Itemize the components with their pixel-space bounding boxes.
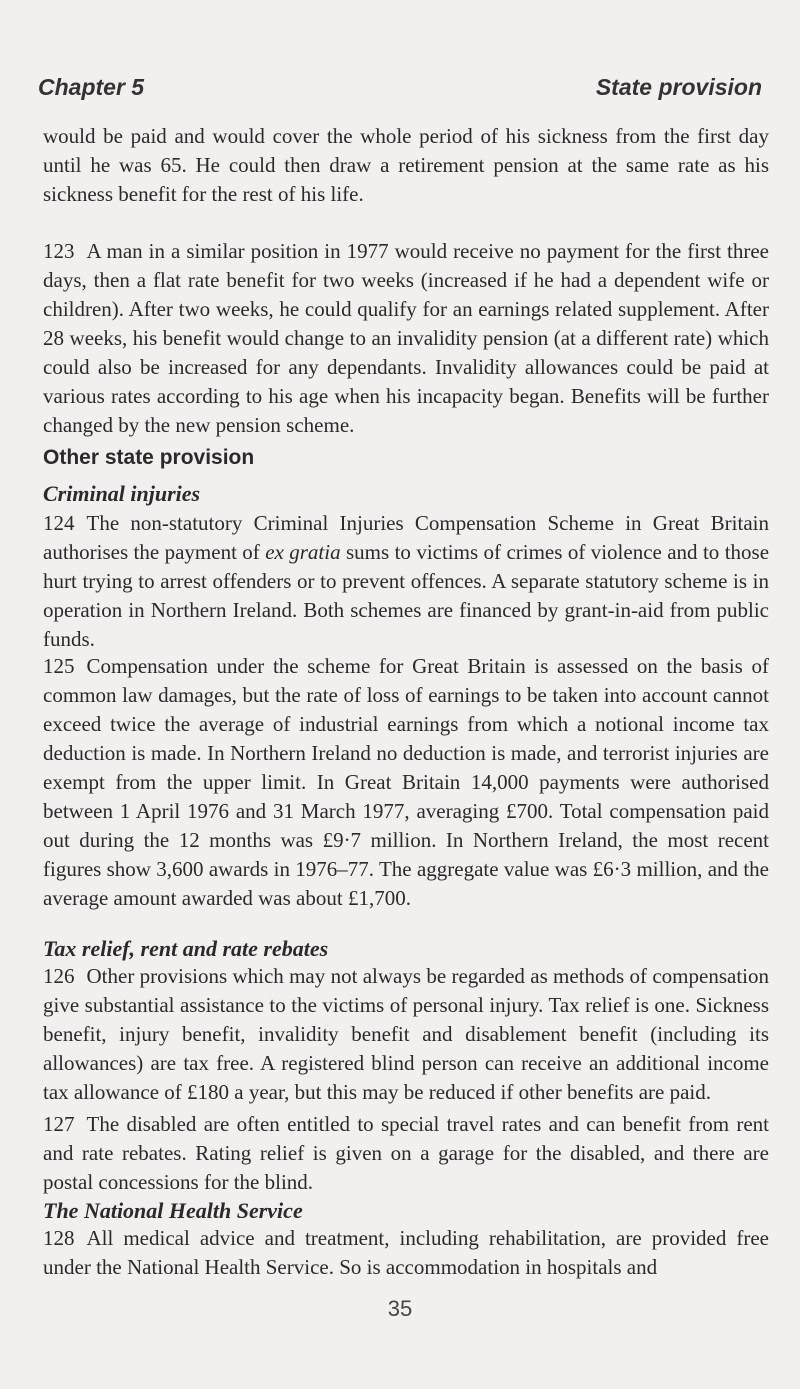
subheading-tax-relief: Tax relief, rent and rate rebates xyxy=(43,936,329,961)
chapter-label: Chapter 5 xyxy=(38,74,145,100)
paragraph-text: A man in a similar position in 1977 would receive no payment for the first three days, then a flat rate benefit for two weeks (increased if he had a dependent wife or children). After two weeks, he could qualify for an earnings related supplement. After 28 weeks, his benefit would change to an invalidity pension (at a different rate) which could also be increased for any dependants. Invalidity allowances could be paid at various rates according to his age when his incapacity began. Benefits will be further changed by the new pension scheme. xyxy=(43,239,769,437)
paragraph-number: 123 xyxy=(43,239,75,263)
paragraph-text-part: The non-statutory Criminal Injuries Compensation Scheme in Great Britain authorises the payment of xyxy=(43,511,769,564)
subheading-criminal-injuries: Criminal injuries xyxy=(43,481,201,506)
paragraph-128 xyxy=(43,1224,769,1282)
paragraph-number: 124 xyxy=(43,511,75,535)
paragraph-126 xyxy=(43,962,769,1107)
paragraph-125 xyxy=(43,652,769,913)
paragraph-number: 127 xyxy=(43,1112,75,1136)
paragraph-124 xyxy=(43,509,769,654)
paragraph-text: Other provisions which may not always be regarded as methods of compensation give substantial assistance to the victims of personal injury. Tax relief is one. Sickness benefit, injury benefit, invalidity benefit and disablement benefit (including its allowances) are tax free. A registered blind person can receive an additional income tax allowance of £180 a year, but this may be reduced if other benefits are paid. xyxy=(43,964,769,1104)
paragraph-text: would be paid and would cover the whole period of his sickness from the first day until he was 65. He could then draw a retirement pension at the same rate as his sickness benefit for the rest of his life. xyxy=(43,124,769,206)
section-heading: Other state provision xyxy=(43,446,255,469)
paragraph-text: Compensation under the scheme for Great Britain is assessed on the basis of common law damages, but the rate of loss of earnings to be taken into account cannot exceed twice the average of industrial earnings from which a notional income tax deduction is made. In Northern Ireland no deduction is made, and terrorist injuries are exempt from the upper limit. In Great Britain 14,000 payments were authorised between 1 April 1976 and 31 March 1977, averaging £700. Total compensation paid out during the 12 months was £9·7 million. In Northern Ireland, the most recent figures show 3,600 awards in 1976–77. The aggregate value was £6·3 million, and the average amount awarded was about £1,700. xyxy=(43,654,769,910)
paragraph-italic-term: ex gratia xyxy=(265,540,341,564)
section-label: State provision xyxy=(595,74,762,100)
paragraph-number: 128 xyxy=(43,1226,75,1250)
paragraph-123 xyxy=(43,237,769,440)
paragraph-text: The disabled are often entitled to special travel rates and can benefit from rent and rate rebates. Rating relief is given on a garage for the disabled, and there are postal concessions for the blind. xyxy=(43,1112,769,1194)
paragraph-text: All medical advice and treatment, including rehabilitation, are provided free under the National Health Service. So is accommodation in hospitals and xyxy=(43,1226,769,1279)
paragraph-127 xyxy=(43,1110,769,1197)
paragraph-number: 126 xyxy=(43,964,75,988)
paragraph-number: 125 xyxy=(43,654,75,678)
subheading-nhs: The National Health Service xyxy=(43,1198,303,1223)
paragraph-text-part: sums to victims of crimes of violence and to those hurt trying to arrest offenders or to prevent offences. A separate statutory scheme is in operation in Northern Ireland. Both schemes are financed by grant-in-aid from public funds. xyxy=(43,540,770,651)
paragraph-122-continued xyxy=(43,122,769,209)
running-header xyxy=(38,74,762,114)
page-number: 35 xyxy=(387,1296,413,1321)
